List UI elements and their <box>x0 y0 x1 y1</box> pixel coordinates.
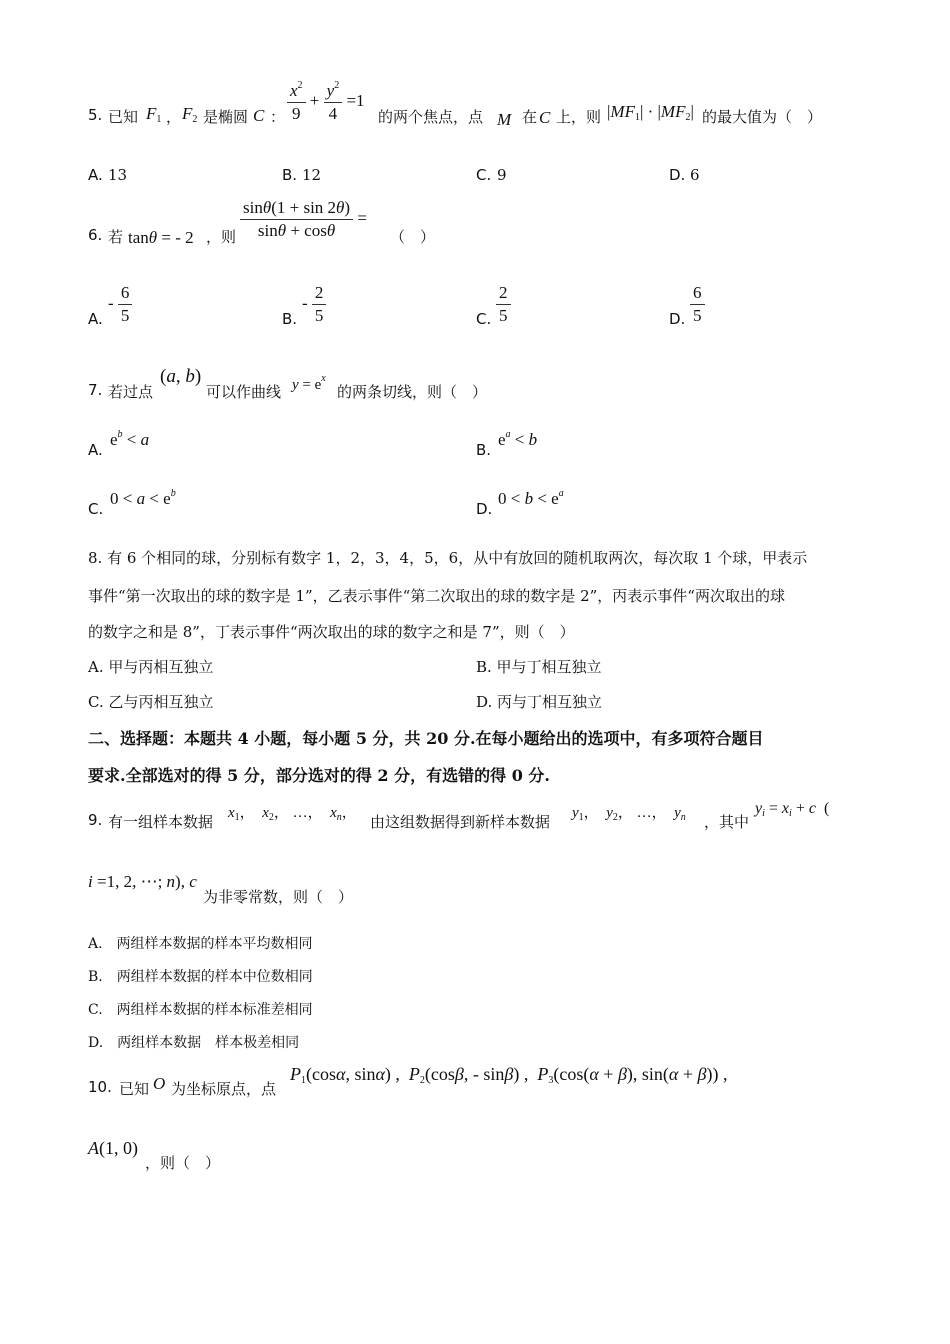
q6-option-b-label: B. <box>282 310 298 328</box>
q10-point-a: A(1, 0) <box>88 1138 138 1158</box>
section-2-heading-line-1: 二、选择题：本题共 4 小题，每小题 5 分，共 20 分.在每小题给出的选项中，有多项符合题目 <box>88 729 764 748</box>
section-2-heading-line-2: 要求.全部选对的得 5 分，部分选对的得 2 分，有选错的得 0 分. <box>88 766 550 785</box>
q9-text-2: 由这组数据得到新样本数据 <box>370 813 551 831</box>
q6-option-a-label: A. <box>88 310 103 328</box>
q7-text-2: 可以作曲线 <box>206 383 282 401</box>
q6-option-c-value: $\frac{2}{5}$ <box>496 283 511 326</box>
q5-m: M <box>497 110 512 129</box>
q10-text-3: ，则（ ） <box>145 1154 221 1172</box>
q5-text-6: 在 <box>522 108 538 126</box>
q8-option-b: B. 甲与丁相互独立 <box>476 658 602 676</box>
q5-text-4: ： <box>270 108 286 126</box>
q9-relation: $y_i = x_i + c$ ( <box>755 800 830 819</box>
q10-text-2: 为坐标原点，点 <box>171 1080 277 1098</box>
q5-c: C <box>253 106 265 125</box>
q9-option-d: D. 两组样本数据 样本极差相同 <box>88 1035 300 1051</box>
q5-option-b-value: 12 <box>302 166 322 184</box>
q6-option-d-label: D. <box>669 310 686 328</box>
q5-option-a-value: 13 <box>108 166 128 184</box>
q10-points: $P_1(\cos\alpha$, sinα) , $P_2(\cos\beta$, - sinβ) , $P_3(\cos(\alpha + \beta)$, sin(α + β)) , <box>290 1064 728 1086</box>
q7-option-b-label: B. <box>476 441 492 459</box>
q9-option-b: B. 两组样本数据的样本中位数相同 <box>88 969 313 985</box>
q8-option-c: C. 乙与丙相互独立 <box>88 693 214 711</box>
q6-option-a-value: - $\frac{6}{5}$ <box>108 283 132 326</box>
q7-option-c-value: $0 < a < e^b$ <box>110 488 176 508</box>
q5-text-8: 的最大值为（ ） <box>702 108 823 126</box>
q9-x-sequence: $x_1$， $x_2$， …， $x_n$， <box>228 805 357 823</box>
q9-number: 9. <box>88 811 103 829</box>
q6-option-c-label: C. <box>476 310 492 328</box>
q5-f1: $F_1$ <box>146 104 162 125</box>
q5-text-3: 是椭圆 <box>203 108 249 126</box>
q7-option-d-label: D. <box>476 500 493 518</box>
q9-index-range: i =1, 2, ⋯; n), c <box>88 872 197 891</box>
q5-text-1: 已知 <box>108 108 139 126</box>
q7-text-3: 的两条切线，则（ ） <box>337 383 488 401</box>
q9-y-sequence: $y_1$， $y_2$， …， $y_n$ <box>572 805 686 823</box>
q5-option-a-label: A. <box>88 166 103 184</box>
q5-option-d-value: 6 <box>690 166 700 184</box>
q5-option-c-label: C. <box>476 166 492 184</box>
q7-option-c-label: C. <box>88 500 104 518</box>
q5-option-b-label: B. <box>282 166 298 184</box>
q7-option-b-value: $e^a < b$ <box>498 429 538 449</box>
q5-option-d-label: D. <box>669 166 686 184</box>
q8-option-a: A. 甲与丙相互独立 <box>88 658 214 676</box>
q6-option-d-value: $\frac{6}{5}$ <box>690 283 705 326</box>
q5-text-2: ， <box>166 108 182 126</box>
q6-condition: tanθ = - 2 <box>128 228 194 247</box>
q5-option-c-value: 9 <box>497 166 507 184</box>
q5-product-expression: $|MF_1| \cdot |MF_2|$ <box>607 102 694 123</box>
q6-text-2: ，则 <box>206 228 237 246</box>
q6-text-3: （ ） <box>390 228 436 246</box>
q7-option-d-value: $0 < b < e^a$ <box>498 488 564 508</box>
q6-text-1: 若 <box>108 228 124 246</box>
q6-number: 6. <box>88 226 103 244</box>
q7-number: 7. <box>88 381 103 399</box>
q7-option-a-label: A. <box>88 441 103 459</box>
q8-line-3: 的数字之和是 8”，丁表示事件“两次取出的球的数字之和是 7”，则（ ） <box>88 623 575 641</box>
q5-number: 5. <box>88 106 103 124</box>
q7-option-a-value: $e^b < a$ <box>110 429 150 449</box>
q7-text-1: 若过点 <box>108 383 154 401</box>
q10-origin: O <box>153 1074 166 1093</box>
q9-text-1: 有一组样本数据 <box>108 813 214 831</box>
q10-text-1: 已知 <box>119 1080 150 1098</box>
q9-text-4: 为非零常数，则（ ） <box>203 888 354 906</box>
q9-text-3: ，其中 <box>704 813 750 831</box>
q5-ellipse-equation: $\frac{x^2}{9}$ + $\frac{y^2}{4}$ =1 <box>287 80 365 124</box>
q9-option-a: A. 两组样本数据的样本平均数相同 <box>88 936 313 952</box>
q5-text-7: 上，则 <box>556 108 602 126</box>
q8-line-2: 事件“第一次取出的球的数字是 1”，乙表示事件“第二次取出的球的数字是 2”，丙表示事件“两次取出的球 <box>88 587 785 605</box>
q5-text-5: 的两个焦点，点 <box>378 108 484 126</box>
q8-option-d: D. 丙与丁相互独立 <box>476 693 603 711</box>
q10-number: 10. <box>88 1078 112 1096</box>
q5-f2: $F_2$ <box>182 104 198 125</box>
q9-option-c: C. 两组样本数据的样本标准差相同 <box>88 1002 313 1018</box>
q7-point: (a, b) <box>160 366 202 387</box>
q7-curve: $y = e^x$ <box>292 373 326 393</box>
q8-line-1: 8. 有 6 个相同的球，分别标有数字 1，2，3，4，5，6，从中有放回的随机取两次，每次取 1 个球，甲表示 <box>88 549 808 567</box>
q5-c2: C <box>539 108 551 127</box>
q6-expression: $\frac{\sin\theta(1 + \sin 2\theta)}{\sin\theta + \cos\theta}$ = <box>240 198 367 241</box>
q6-option-b-value: - $\frac{2}{5}$ <box>302 283 326 326</box>
